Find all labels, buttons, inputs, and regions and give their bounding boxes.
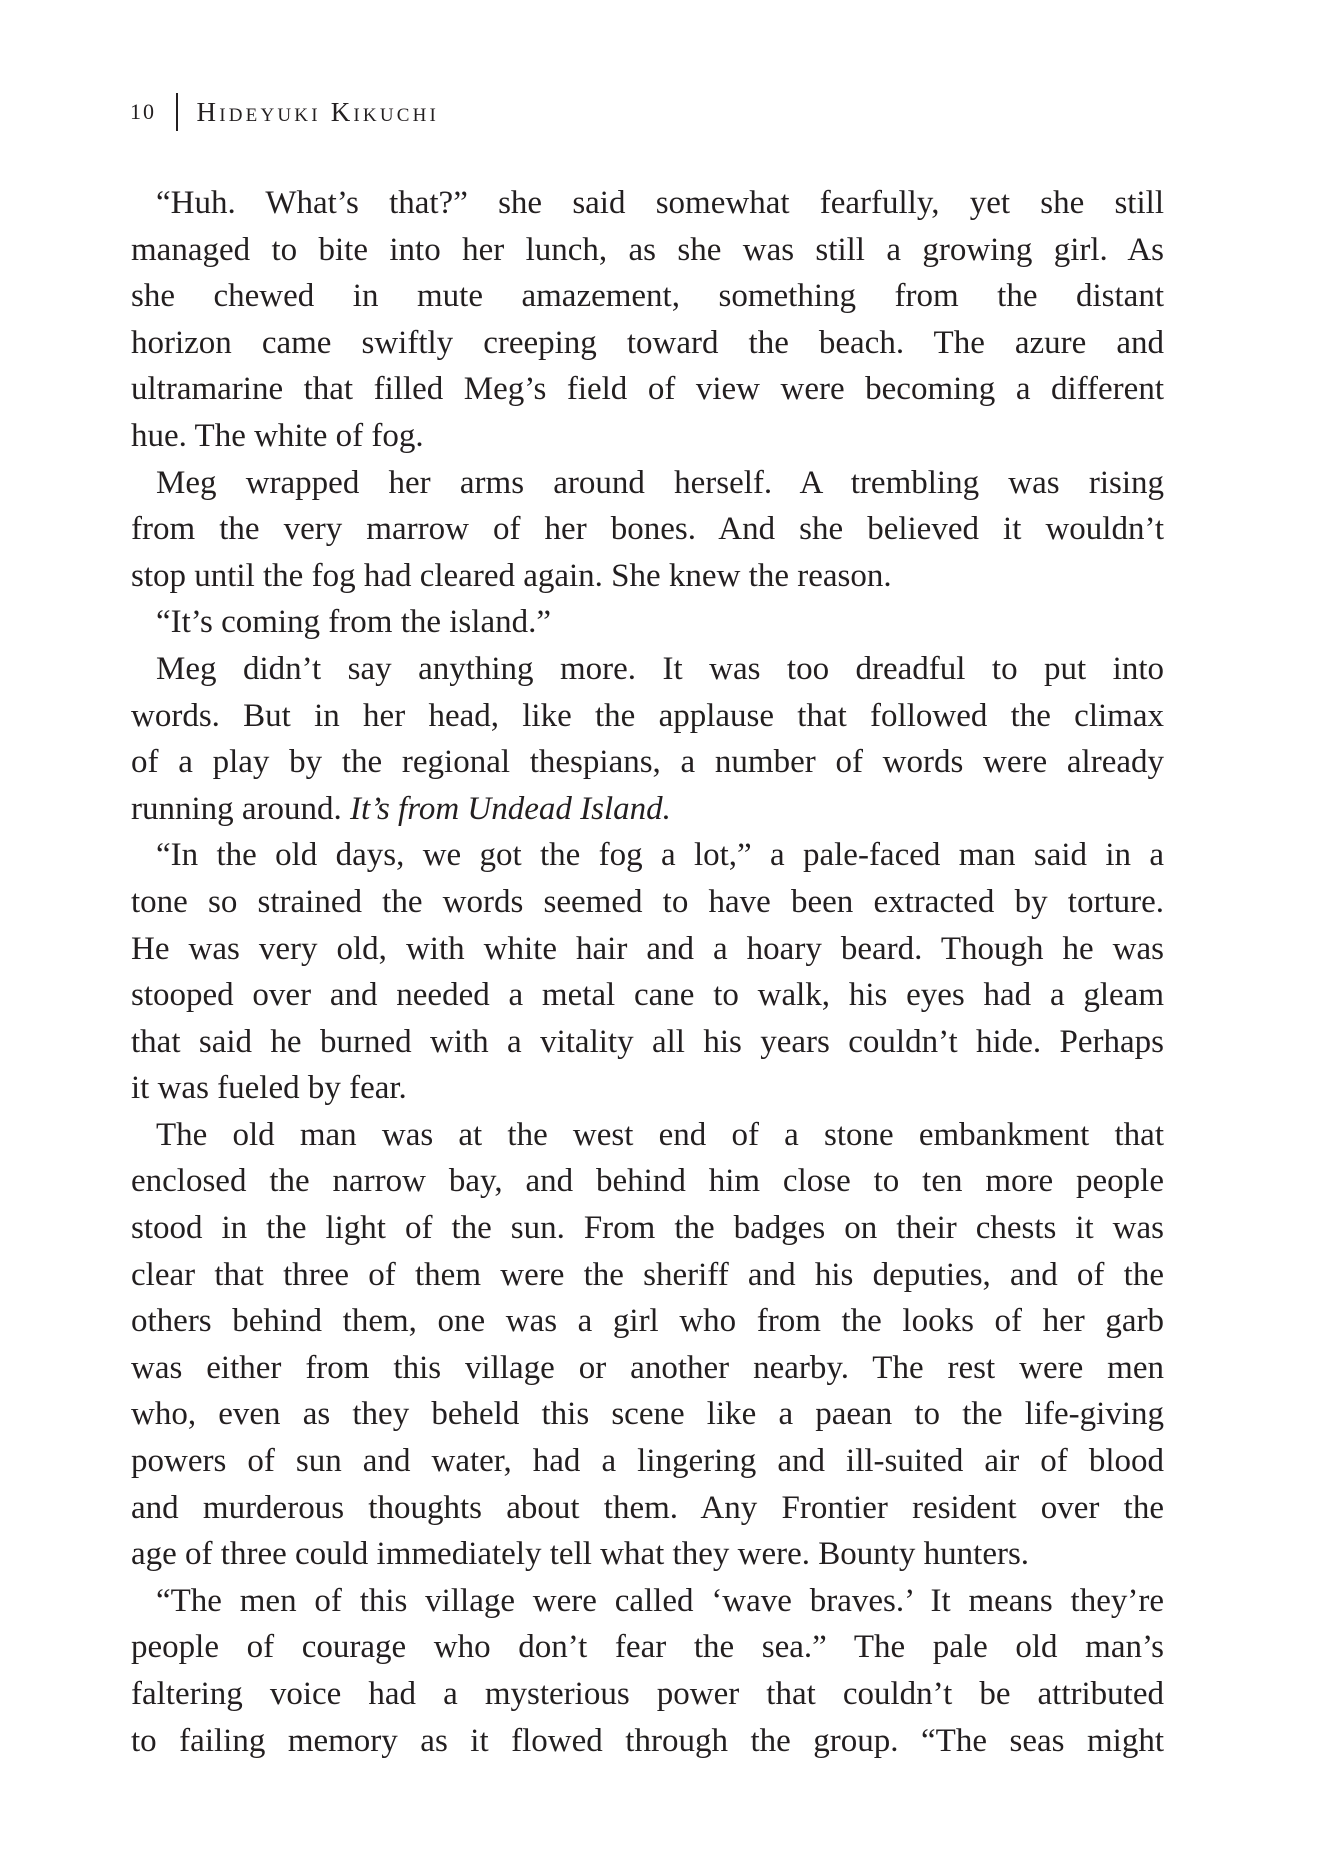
text-line-content: “Huh. What’s that?” she said somewhat fearfully, yet she still	[156, 185, 1164, 221]
text-line-content: was either from this village or another nearby. The rest were men	[131, 1349, 1164, 1386]
text-line-content: faltering voice had a mysterious power that couldn’t be attributed	[131, 1676, 1164, 1712]
text-line-content: “It’s coming from the island.”	[156, 604, 551, 641]
text-line	[131, 786, 1164, 833]
text-line	[131, 180, 1164, 227]
text-line-content: from the very marrow of her bones. And she believed it wouldn’t	[131, 511, 1164, 548]
text-line-content: words. But in her head, like the applause that followed the climax	[131, 697, 1164, 734]
body-text	[131, 180, 1164, 1764]
text-line-content: she chewed in mute amazement, something from the distant	[131, 278, 1164, 315]
text-line-content: clear that three of them were the sheriff and his deputies, and of the	[131, 1256, 1164, 1293]
text-line	[131, 1531, 1164, 1578]
text-line	[131, 413, 1164, 460]
running-head	[130, 93, 439, 131]
text-line	[131, 1578, 1164, 1625]
header-divider	[176, 93, 178, 131]
text-line	[131, 366, 1164, 413]
text-line-content: age of three could immediately tell what they were. Bounty hunters.	[131, 1536, 1030, 1573]
text-line-content: to failing memory as it flowed through the group. “The seas might	[131, 1722, 1164, 1759]
text-line-content: it was fueled by fear.	[131, 1070, 407, 1107]
text-line	[131, 739, 1164, 786]
text-line	[131, 1205, 1164, 1252]
text-line-content: running around.	[131, 790, 351, 827]
text-line-content: Meg didn’t say anything more. It was too dreadful to put into	[156, 650, 1164, 687]
text-line-content: ultramarine that filled Meg’s field of view were becoming a different	[131, 371, 1164, 408]
text-line	[131, 320, 1164, 367]
text-line	[131, 1438, 1164, 1485]
text-line	[131, 1624, 1164, 1671]
text-line	[131, 227, 1164, 274]
text-line-content: stop until the fog had cleared again. She knew the reason.	[131, 557, 892, 594]
text-line-content: that said he burned with a vitality all his years couldn’t hide. Perhaps	[131, 1023, 1164, 1060]
text-line-content: tone so strained the words seemed to have been extracted by torture.	[131, 883, 1164, 920]
text-line	[131, 1485, 1164, 1532]
text-line	[131, 1112, 1164, 1159]
text-line	[131, 1718, 1164, 1765]
page-number: 10	[130, 99, 156, 124]
text-line	[131, 506, 1164, 553]
text-line	[131, 1065, 1164, 1112]
text-line	[131, 553, 1164, 600]
text-line-content: stood in the light of the sun. From the badges on their chests it was	[131, 1210, 1164, 1247]
text-line	[131, 273, 1164, 320]
text-line	[131, 1671, 1164, 1718]
text-line	[131, 832, 1164, 879]
text-line	[131, 1298, 1164, 1345]
text-line-content: others behind them, one was a girl who from the looks of her garb	[131, 1303, 1164, 1340]
text-line	[131, 879, 1164, 926]
text-line	[131, 1345, 1164, 1392]
text-line	[131, 693, 1164, 740]
text-line	[131, 1158, 1164, 1205]
text-line-content: “In the old days, we got the fog a lot,” a pale-faced man said in a	[156, 837, 1164, 874]
text-line-content: “The men of this village were called ‘wave braves.’ It means they’re	[156, 1582, 1164, 1619]
text-line-content: people of courage who don’t fear the sea.” The pale old man’s	[131, 1629, 1164, 1666]
text-line	[131, 1252, 1164, 1299]
author-name: Hideyuki Kikuchi	[196, 96, 440, 127]
text-line	[131, 1019, 1164, 1066]
text-line-content: powers of sun and water, had a lingering and ill-suited air of blood	[131, 1443, 1164, 1480]
text-line-content: stooped over and needed a metal cane to walk, his eyes had a gleam	[131, 977, 1164, 1014]
italic-thought: It’s from Undead Island.	[350, 790, 671, 827]
text-line-content: who, even as they beheld this scene like a paean to the life-giving	[131, 1396, 1164, 1433]
text-line-content: Meg wrapped her arms around herself. A trembling was rising	[156, 464, 1164, 501]
text-line	[131, 460, 1164, 507]
text-line-content: The old man was at the west end of a stone embankment that	[156, 1116, 1164, 1153]
text-line	[131, 599, 1164, 646]
text-line-content: He was very old, with white hair and a hoary beard. Though he was	[131, 930, 1164, 967]
text-line	[131, 1391, 1164, 1438]
text-line	[131, 972, 1164, 1019]
text-line	[131, 646, 1164, 693]
text-line-content: managed to bite into her lunch, as she was still a growing girl. As	[131, 231, 1164, 268]
text-line-content: of a play by the regional thespians, a number of words were already	[131, 744, 1164, 781]
text-line-content: horizon came swiftly creeping toward the beach. The azure and	[131, 324, 1164, 361]
text-line-content: hue. The white of fog.	[131, 417, 424, 454]
text-line-content: enclosed the narrow bay, and behind him close to ten more people	[131, 1163, 1164, 1200]
text-line	[131, 926, 1164, 973]
text-line-content: and murderous thoughts about them. Any Frontier resident over the	[131, 1489, 1164, 1526]
